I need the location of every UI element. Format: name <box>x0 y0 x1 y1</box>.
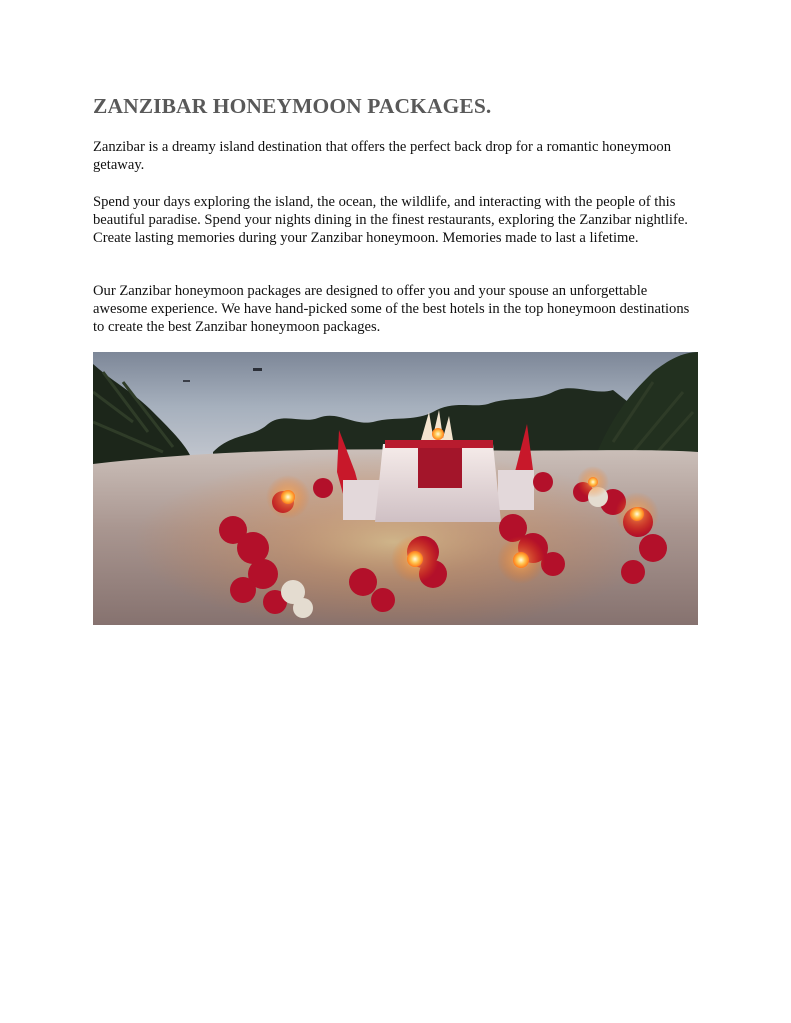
beach-dinner-photo <box>93 352 698 625</box>
packages-paragraph: Our Zanzibar honeymoon packages are designed to offer you and your spouse an unforgettable awesome experience. We have hand-picked some of the best hotels in the top honeymoon destinations to create the best Zanzibar honeymoon packages. <box>93 283 690 335</box>
boat <box>253 368 262 371</box>
boat <box>183 380 190 382</box>
activities-paragraph: Spend your days exploring the island, the ocean, the wildlife, and interacting with the people of this beautiful paradise. Spend your nights dining in the finest restaurants, exploring the Zanzibar nightlife. Create lasting memories during your Zanzibar honeymoon. Memories made to last a lifetime. <box>93 194 688 246</box>
table-runner <box>418 444 462 488</box>
page-title: ZANZIBAR HONEYMOON PACKAGES. <box>93 94 492 118</box>
intro-paragraph: Zanzibar is a dreamy island destination that offers the perfect back drop for a romantic honeymoon getaway. <box>93 139 672 173</box>
